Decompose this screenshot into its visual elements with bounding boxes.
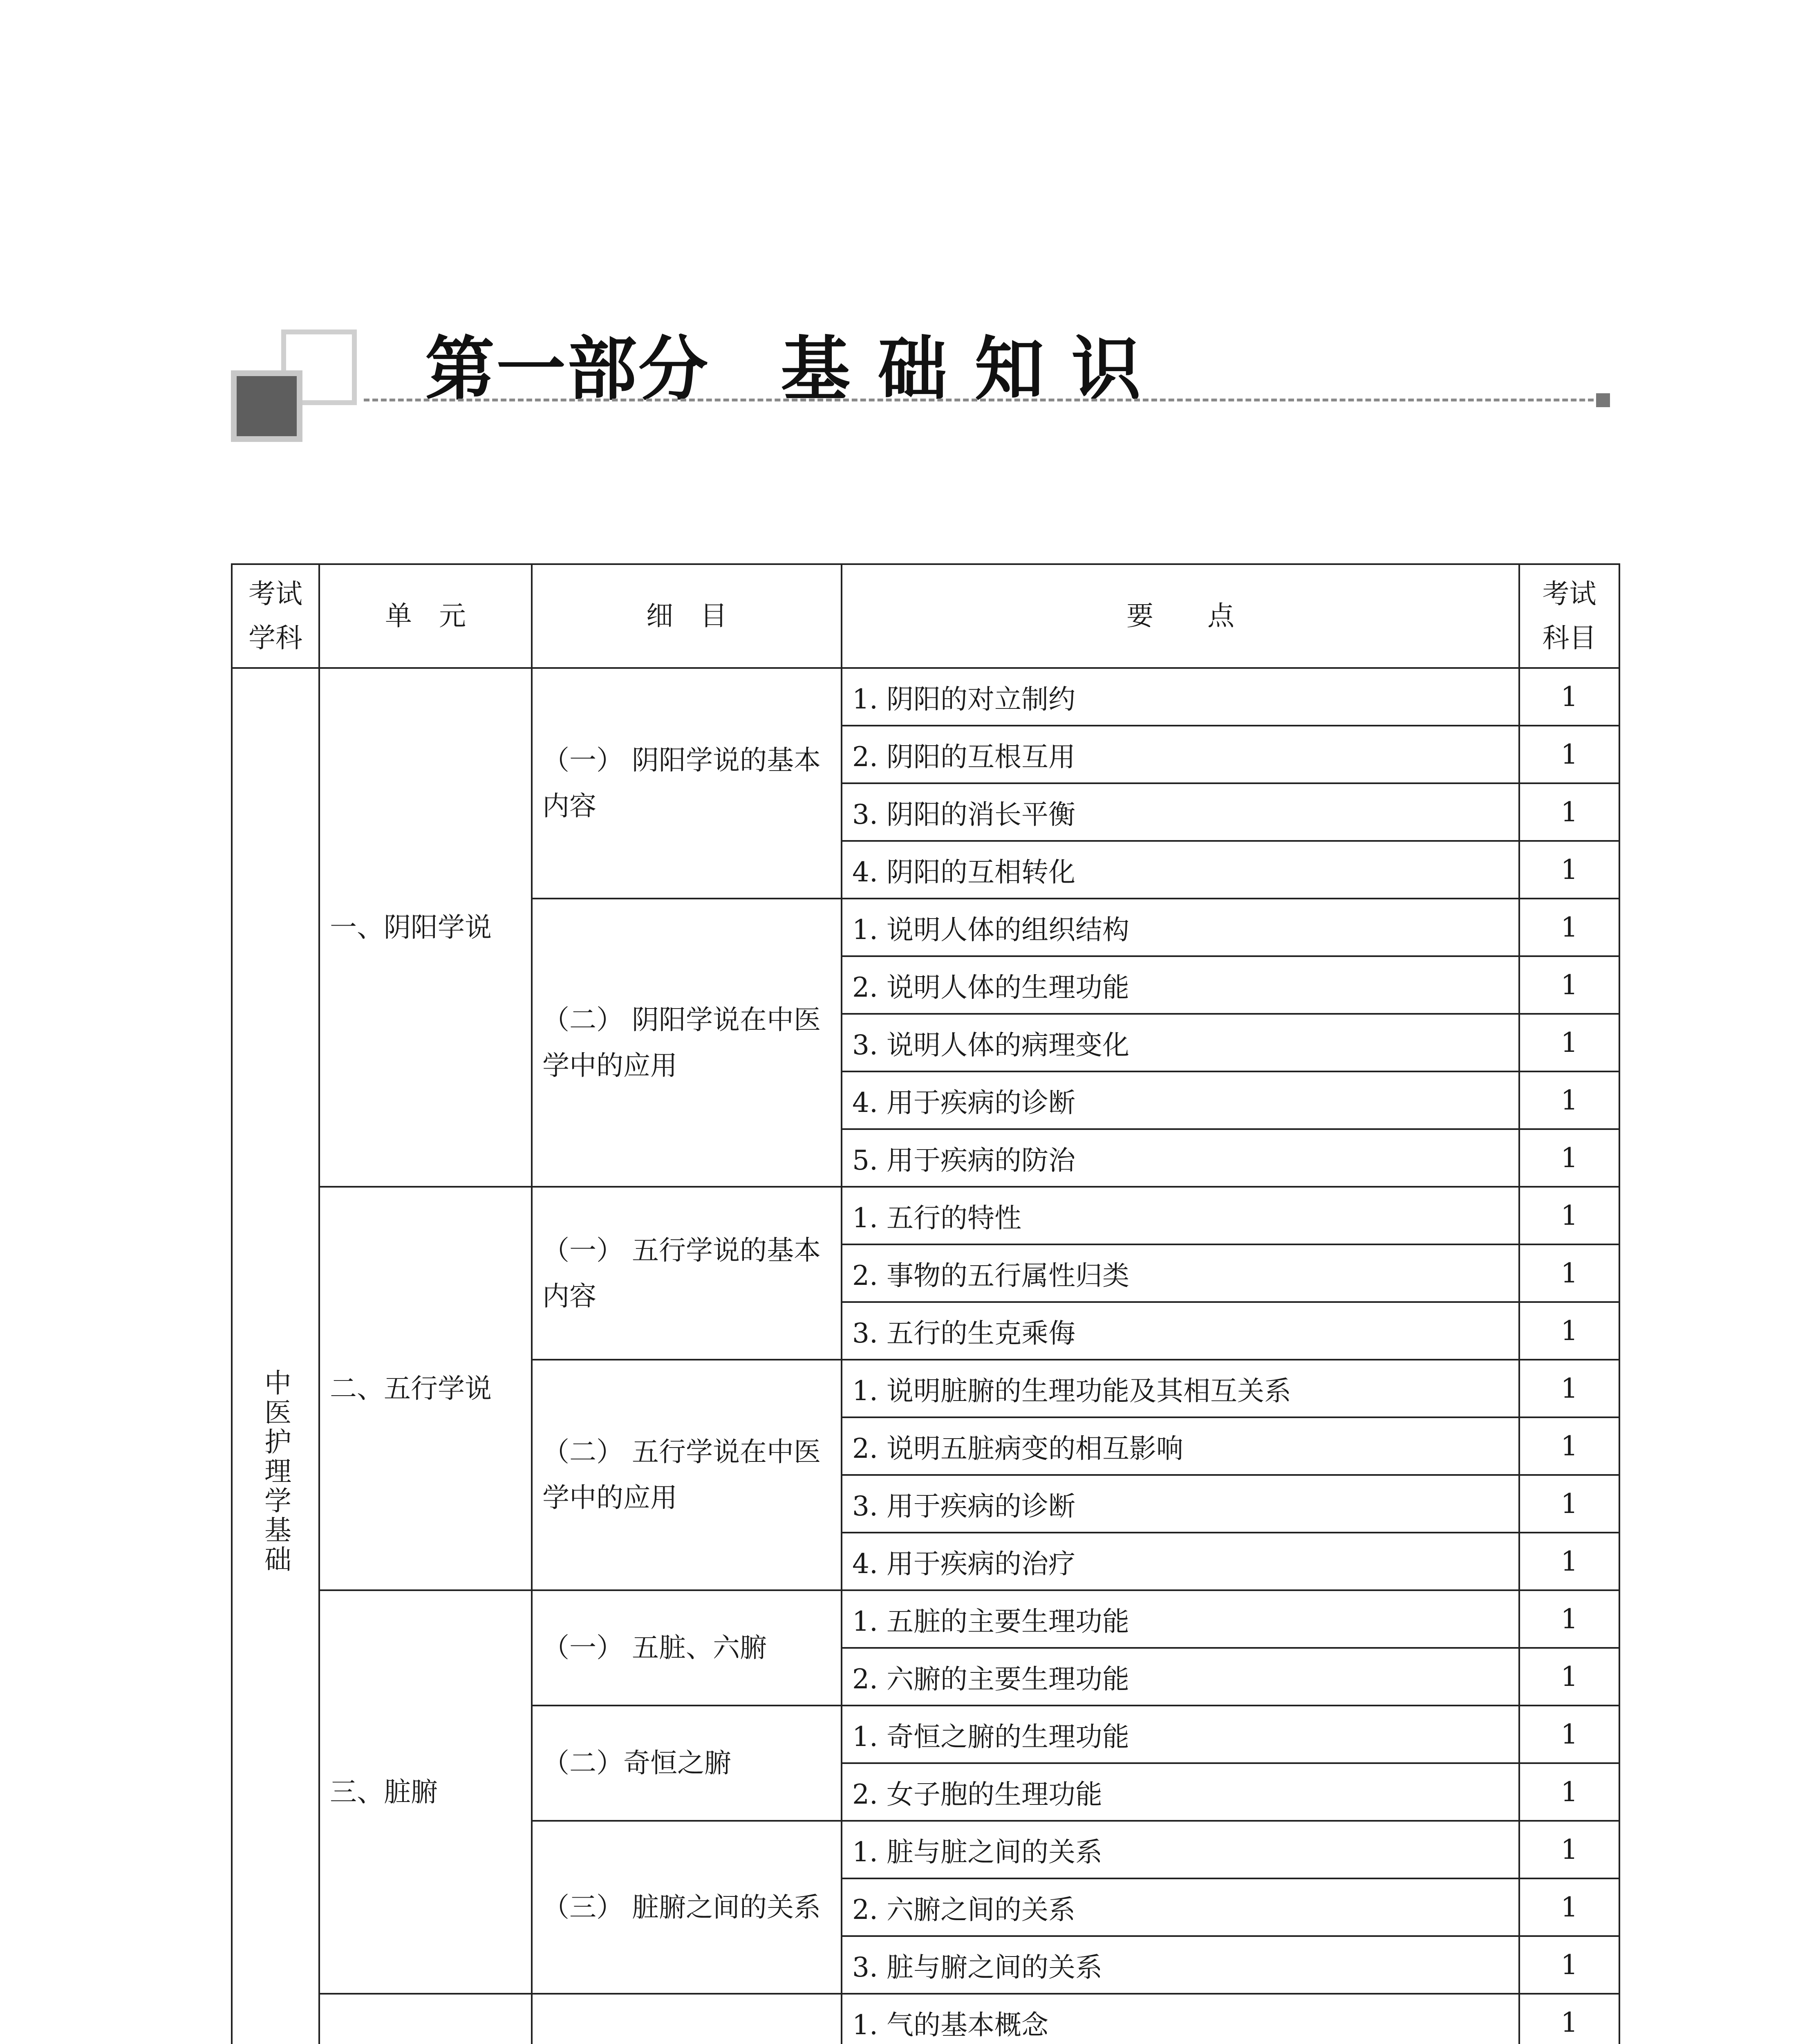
exam-cell: 1 bbox=[1519, 899, 1619, 956]
point-cell: 1. 阴阳的对立制约 bbox=[842, 668, 1519, 726]
exam-cell: 1 bbox=[1519, 1071, 1619, 1129]
exam-cell: 1 bbox=[1519, 956, 1619, 1014]
table-row bbox=[232, 1994, 1619, 2044]
exam-cell: 1 bbox=[1519, 1187, 1619, 1244]
point-cell: 4. 用于疾病的治疗 bbox=[842, 1533, 1519, 1590]
point-cell: 2. 女子胞的生理功能 bbox=[842, 1763, 1519, 1821]
exam-cell: 1 bbox=[1519, 1129, 1619, 1187]
point-cell: 1. 五行的特性 bbox=[842, 1187, 1519, 1244]
table-row bbox=[232, 1187, 1619, 1244]
exam-cell: 1 bbox=[1519, 1763, 1619, 1821]
exam-cell: 1 bbox=[1519, 1360, 1619, 1417]
point-cell: 2. 说明人体的生理功能 bbox=[842, 956, 1519, 1014]
point-cell: 3. 用于疾病的诊断 bbox=[842, 1475, 1519, 1533]
item-cell: （二） 五行学说在中医学中的应用 bbox=[532, 1360, 842, 1590]
item-cell: （三） 脏腑之间的关系 bbox=[532, 1821, 842, 1994]
unit-cell bbox=[319, 1994, 532, 2044]
point-cell: 1. 气的基本概念 bbox=[842, 1994, 1519, 2044]
point-cell: 2. 六腑的主要生理功能 bbox=[842, 1648, 1519, 1706]
exam-cell: 1 bbox=[1519, 783, 1619, 841]
item-cell bbox=[532, 1994, 842, 2044]
unit-cell: 一、阴阳学说 bbox=[319, 668, 532, 1187]
point-cell: 2. 事物的五行属性归类 bbox=[842, 1244, 1519, 1302]
item-cell: （一） 五脏、六腑 bbox=[532, 1590, 842, 1706]
point-cell: 4. 阴阳的互相转化 bbox=[842, 841, 1519, 899]
page-title: 第一部分 基 础 知 识 bbox=[425, 329, 1143, 410]
title-rule-end-marker bbox=[1596, 393, 1610, 407]
exam-cell: 1 bbox=[1519, 1994, 1619, 2044]
exam-cell: 1 bbox=[1519, 1936, 1619, 1994]
subject-cell bbox=[232, 668, 319, 2044]
item-cell: （一） 五行学说的基本内容 bbox=[532, 1187, 842, 1360]
point-cell: 2. 说明五脏病变的相互影响 bbox=[842, 1417, 1519, 1475]
point-cell: 1. 说明人体的组织结构 bbox=[842, 899, 1519, 956]
exam-cell: 1 bbox=[1519, 1821, 1619, 1878]
table-row bbox=[232, 668, 1619, 726]
point-cell: 1. 五脏的主要生理功能 bbox=[842, 1590, 1519, 1648]
table-body bbox=[232, 668, 1619, 2044]
table-row bbox=[232, 1590, 1619, 1648]
table-header-row bbox=[232, 564, 1619, 668]
point-cell: 1. 说明脏腑的生理功能及其相互关系 bbox=[842, 1360, 1519, 1417]
page-header bbox=[0, 0, 1798, 450]
header-subject: 考试 学科 bbox=[232, 564, 319, 668]
exam-cell: 1 bbox=[1519, 1244, 1619, 1302]
subject-label: 中医护理学基础 bbox=[260, 1369, 291, 1575]
header-exam: 考试 科目 bbox=[1519, 564, 1619, 668]
unit-cell: 二、五行学说 bbox=[319, 1187, 532, 1590]
header-unit: 单 元 bbox=[319, 564, 532, 668]
point-cell: 2. 六腑之间的关系 bbox=[842, 1878, 1519, 1936]
point-cell: 3. 脏与腑之间的关系 bbox=[842, 1936, 1519, 1994]
exam-cell: 1 bbox=[1519, 1417, 1619, 1475]
exam-cell: 1 bbox=[1519, 1533, 1619, 1590]
point-cell: 1. 脏与脏之间的关系 bbox=[842, 1821, 1519, 1878]
point-cell: 2. 阴阳的互根互用 bbox=[842, 726, 1519, 783]
point-cell: 3. 阴阳的消长平衡 bbox=[842, 783, 1519, 841]
exam-cell: 1 bbox=[1519, 1014, 1619, 1071]
exam-cell: 1 bbox=[1519, 1590, 1619, 1648]
exam-cell: 1 bbox=[1519, 841, 1619, 899]
point-cell: 5. 用于疾病的防治 bbox=[842, 1129, 1519, 1187]
decorative-square-filled bbox=[231, 370, 302, 442]
item-cell: （一） 阴阳学说的基本内容 bbox=[532, 668, 842, 899]
exam-cell: 1 bbox=[1519, 1302, 1619, 1360]
point-cell: 1. 奇恒之腑的生理功能 bbox=[842, 1706, 1519, 1763]
exam-cell: 1 bbox=[1519, 1648, 1619, 1706]
point-cell: 3. 五行的生克乘侮 bbox=[842, 1302, 1519, 1360]
item-cell: （二） 阴阳学说在中医学中的应用 bbox=[532, 899, 842, 1187]
exam-cell: 1 bbox=[1519, 1475, 1619, 1533]
syllabus-table bbox=[231, 563, 1620, 2044]
exam-cell: 1 bbox=[1519, 1706, 1619, 1763]
exam-cell: 1 bbox=[1519, 1878, 1619, 1936]
point-cell: 3. 说明人体的病理变化 bbox=[842, 1014, 1519, 1071]
item-cell: （二）奇恒之腑 bbox=[532, 1706, 842, 1821]
exam-cell: 1 bbox=[1519, 726, 1619, 783]
header-item: 细 目 bbox=[532, 564, 842, 668]
header-point: 要 点 bbox=[842, 564, 1519, 668]
title-dashed-rule bbox=[364, 399, 1602, 401]
point-cell: 4. 用于疾病的诊断 bbox=[842, 1071, 1519, 1129]
unit-cell: 三、脏腑 bbox=[319, 1590, 532, 1994]
exam-cell: 1 bbox=[1519, 668, 1619, 726]
